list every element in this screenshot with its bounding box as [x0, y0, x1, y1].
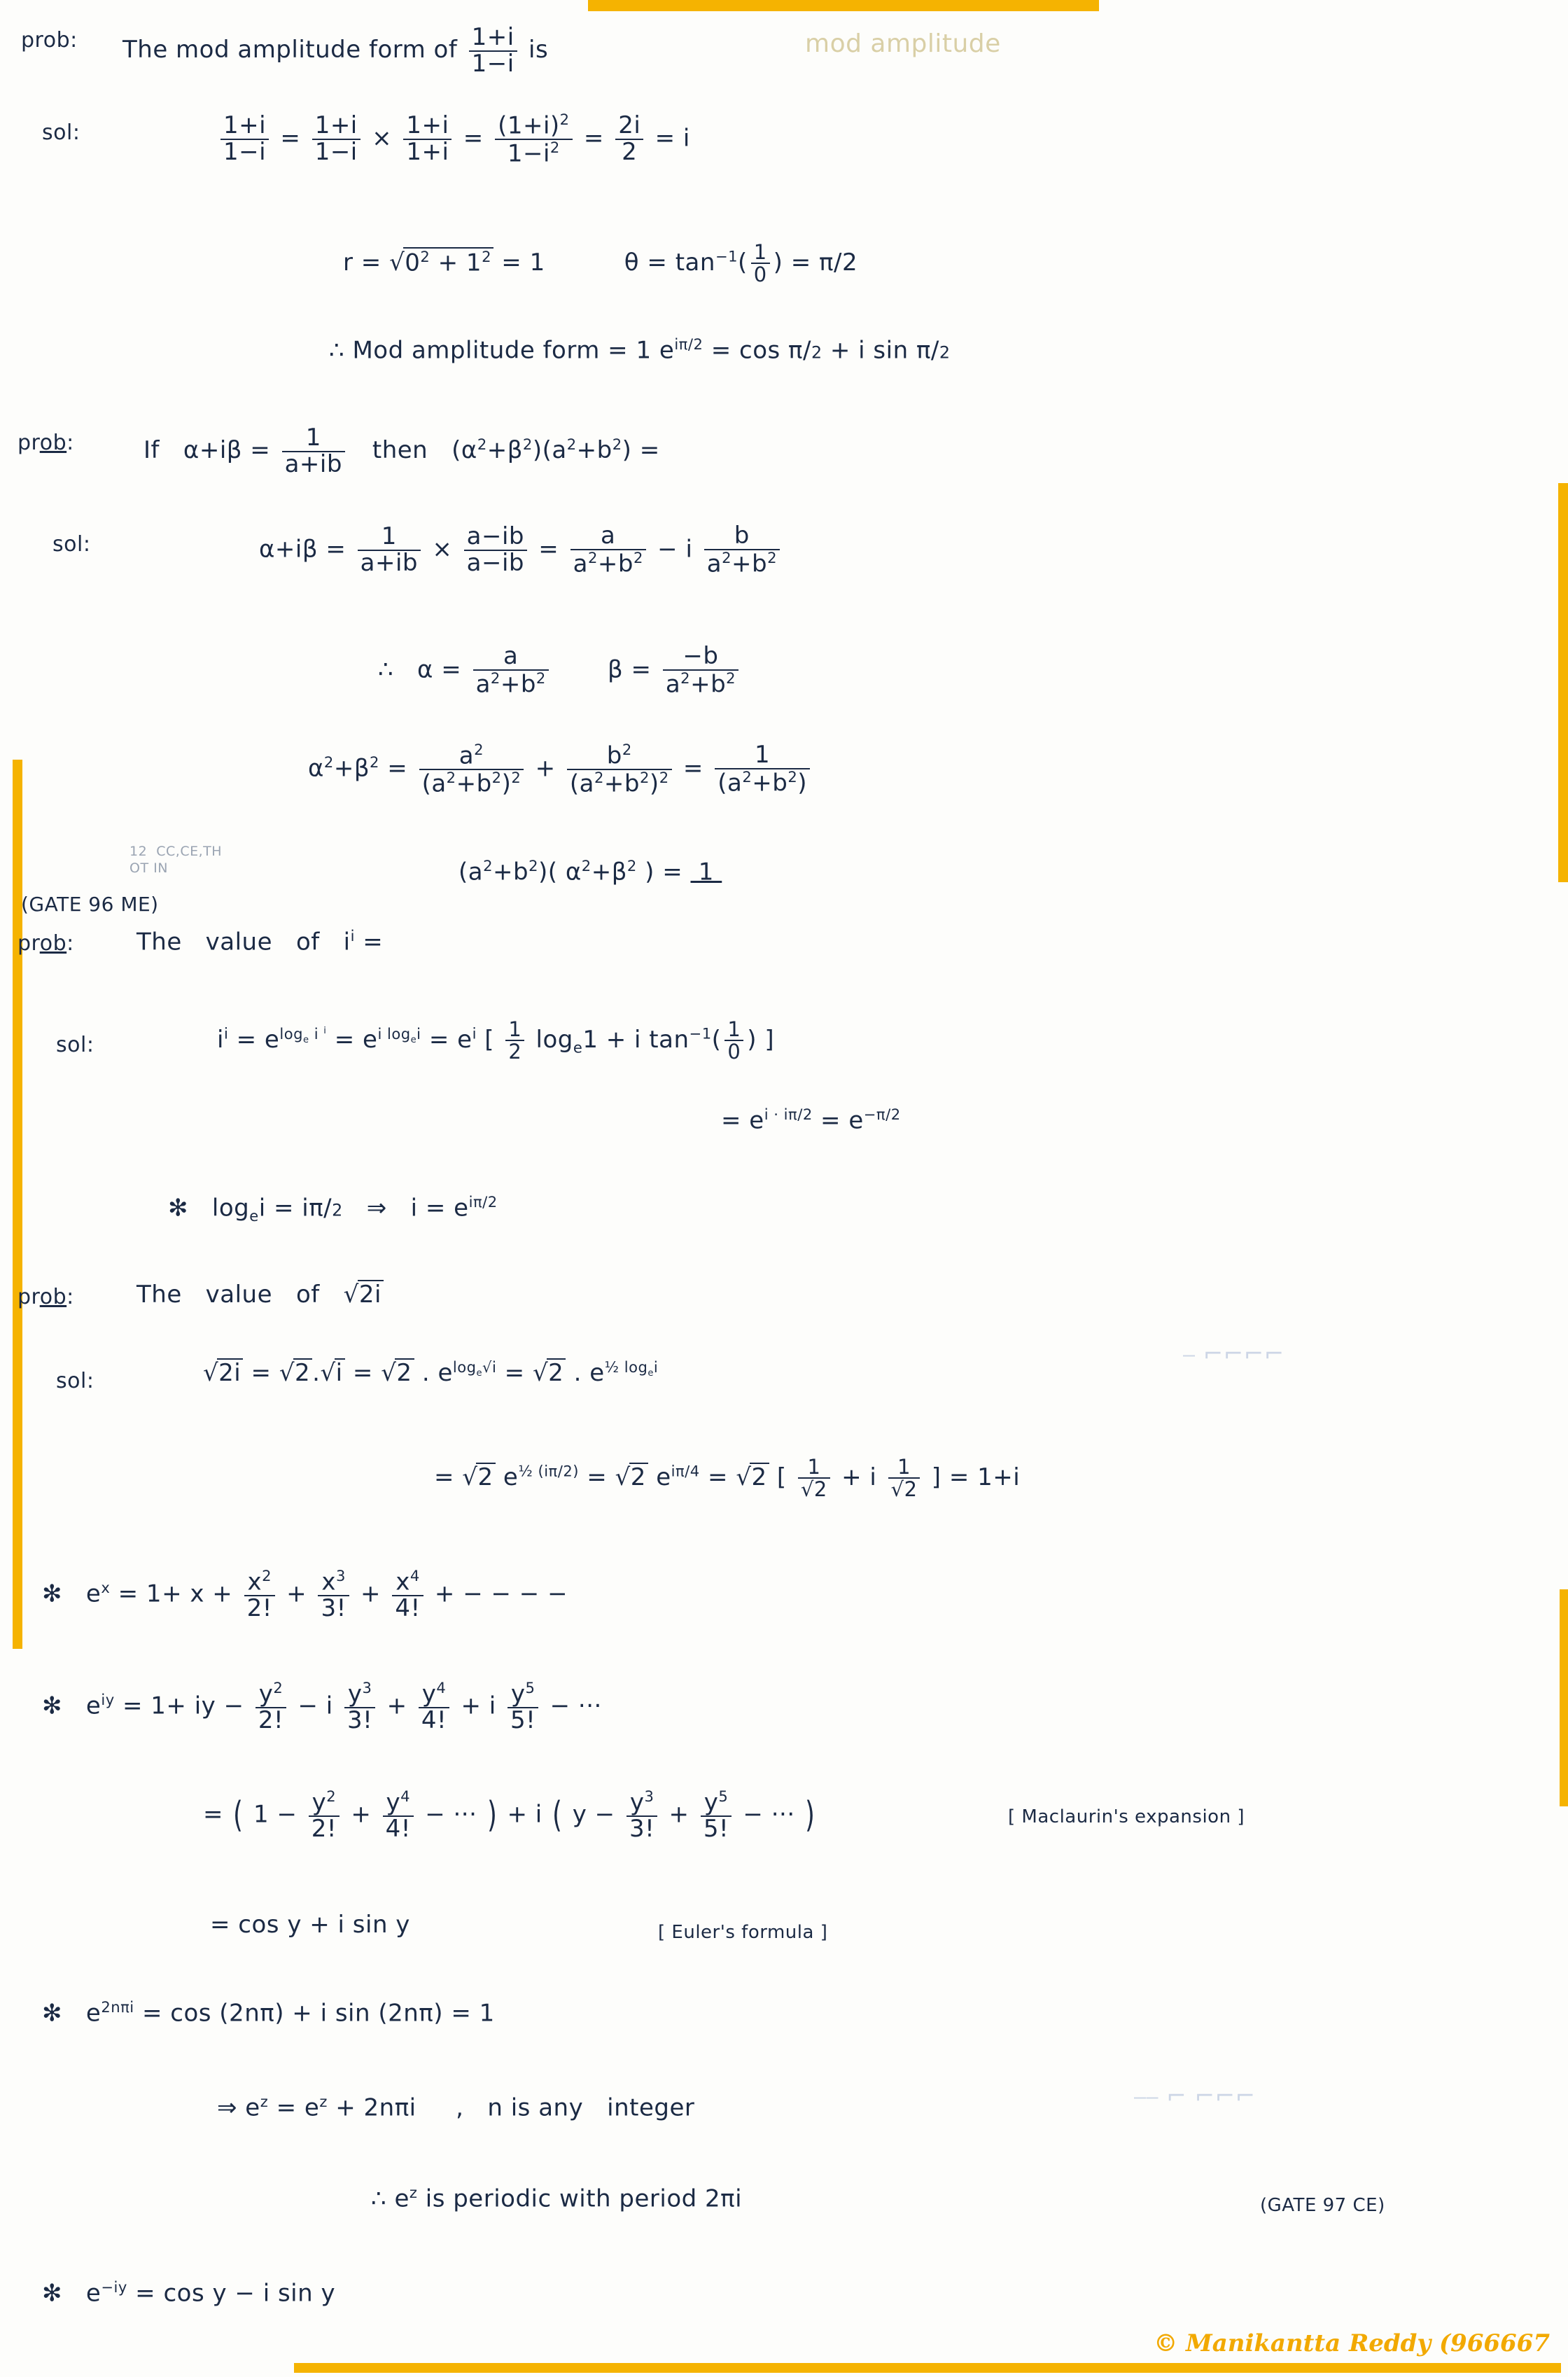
problem-1-step-1: $\frac{1+i}{1-i}$ = $\frac{1+i}{1-i}$ × $\frac{1+i}{1+i}$ = $\frac{(1+i)^2}{1-i^2}$ = $\frac{2i}{2}$ = i — [217, 112, 690, 167]
problem-1-label: prob: — [21, 28, 78, 53]
problem-4-label: prob: — [18, 1285, 74, 1309]
problem-1-sol-label: sol: — [42, 120, 80, 145]
highlight-bar-right-lower — [1560, 1589, 1568, 1806]
showthrough-text-2: ⎯⎯ ⌐ ⌐⌐⌐ — [1134, 2082, 1256, 2110]
problem-1-step-3: ∴ Mod amplitude form = 1 $e^{i\pi/2} = \cos \pi/2 + i$ sin π/2 — [329, 335, 951, 365]
problem-2-step-1: α+iβ = $\frac{1}{a+ib}$ × $\frac{a-ib}{a-ib}$ = $\frac{a}{a^2+b^2}$ − i $\frac{b}{a^2+b^2}$ — [259, 524, 783, 577]
highlight-bar-bottom — [294, 2363, 1561, 2373]
problem-1-statement: The mod amplitude form of $\frac{1+i}{1-i}$ is — [122, 23, 549, 78]
problem-4-step-2: = √2 $e^{\frac{1}{2} (i\pi/2)} = √2$ $e^{i\pi/4} = √2$ [ $\frac{1}{√2}$ + i $\frac{1}{√2}$ ] = 1+i — [434, 1455, 1021, 1502]
problem-3-step-2: = $e^{i \cdot i\pi/2} = e^{-\pi/2}$ — [721, 1106, 901, 1135]
showthrough-text-1: ⎯ ⌐⌐⌐⌐ — [1183, 1340, 1284, 1368]
problem-3-star-note: ✻ $\log_ei = i\pi/2$ ⇒ $i = e^{i\pi/2}$ — [168, 1193, 498, 1225]
problem-3-statement: The value of $i^i$ = — [136, 927, 384, 956]
problem-2-statement: If α+iβ = $\frac{1}{a+ib}$ then $(\alpha^2+\beta^2)(a^2+b^2)$ = — [144, 424, 660, 478]
highlight-bar-right-upper — [1558, 483, 1568, 882]
series-note-2-continuation-2: = cos y + i sin y — [210, 1911, 410, 1939]
problem-1-ghost-text: mod amplitude — [805, 29, 1001, 58]
problem-3-step-1: $i^i = e^{log_e i ^i} = e^{i log_ei} = e^i$ [ $\frac{1}{2}$ $\log_e1 + i$ $\tan^{-1}$( $\frac{1}{0}$ ) ] — [217, 1017, 775, 1064]
problem-2-step-4: $(a^2+b^2)$( $\alpha^2+\beta^2$ ) = 1 — [458, 857, 722, 886]
problem-2-step-3: $\alpha^2+\beta^2$ = $\frac{a^2}{(a^2+b^2)^2}$ + $\frac{b^2}{(a^2+b^2)^2}$ = $\frac{1}{(a^2+b^2)}$ — [308, 742, 813, 797]
series-note-1: ✻ $e^x = 1+ x$ + $\frac{x^2}{2!}$ + $\frac{x^3}{3!}$ + $\frac{x^4}{4!}$ + − − − − — [42, 1567, 568, 1623]
problem-4-sol-label: sol: — [56, 1369, 94, 1393]
series-note-3-continuation-1: ⇒ $e^z = e^z + 2n\pi i$ , n is any integer — [217, 2093, 695, 2122]
problem-4-statement: The value of √2i — [136, 1280, 384, 1309]
problem-2-sol-label: sol: — [52, 532, 91, 557]
problem-3-sol-label: sol: — [56, 1033, 94, 1057]
series-note-2-annotation-1: [ Maclaurin's expansion ] — [1008, 1806, 1245, 1827]
series-note-3-continuation-2: ∴ $e^z$ is periodic with period 2πi — [371, 2184, 743, 2213]
problem-2-label: prob: — [18, 431, 74, 455]
problem-1-step-2: $r = √0^2 + 1^2 = 1$ $\theta = \tan^{-1}$( $\frac{1}{0}$ ) = π/2 — [343, 240, 858, 287]
series-note-4: ✻ $e^{-iy} = \cos y - i$ sin y — [42, 2278, 336, 2308]
series-note-3: ✻ $e^{2n\pi i} = \cos (2n\pi) + i$ sin (2nπ) = 1 — [42, 1998, 495, 2028]
problem-2-faint-margin-note: 12 CC,CE,TH OT IN — [130, 844, 223, 876]
problem-3-label: prob: — [18, 931, 74, 956]
highlight-bar-top — [588, 0, 1099, 11]
series-note-2: ✻ $e^{iy} = 1+$ iy − $\frac{y^2}{2!}$ − i $\frac{y^3}{3!}$ + $\frac{y^4}{4!}$ + i $\frac{y^5}{5!}$ − ··· — [42, 1679, 602, 1735]
problem-4-step-1: √2i = √2.√i = √2 . $e^{log_e√i} = √2$ . $e^{\frac{1}{2} log_ei}$ — [203, 1358, 659, 1387]
footer-credit: © Manikantta Reddy (966667 — [1154, 2329, 1550, 2357]
problem-2-step-2: ∴ α = $\frac{a}{a^2+b^2}$ β = $\frac{-b}{a^2+b^2}$ — [378, 644, 742, 697]
series-note-2-continuation-1: = ( 1 − $\frac{y^2}{2!}$ + $\frac{y^4}{4!}$ − ··· ) + i ( y − $\frac{y^3}{3!}$ + $\frac{y^5}{5!}$ − ··· ) — [203, 1787, 816, 1843]
problem-2-exam-tag: (GATE 96 ME) — [21, 893, 159, 916]
series-note-3-exam-tag: (GATE 97 CE) — [1260, 2195, 1385, 2216]
series-note-2-annotation-2: [ Euler's formula ] — [658, 1922, 828, 1943]
